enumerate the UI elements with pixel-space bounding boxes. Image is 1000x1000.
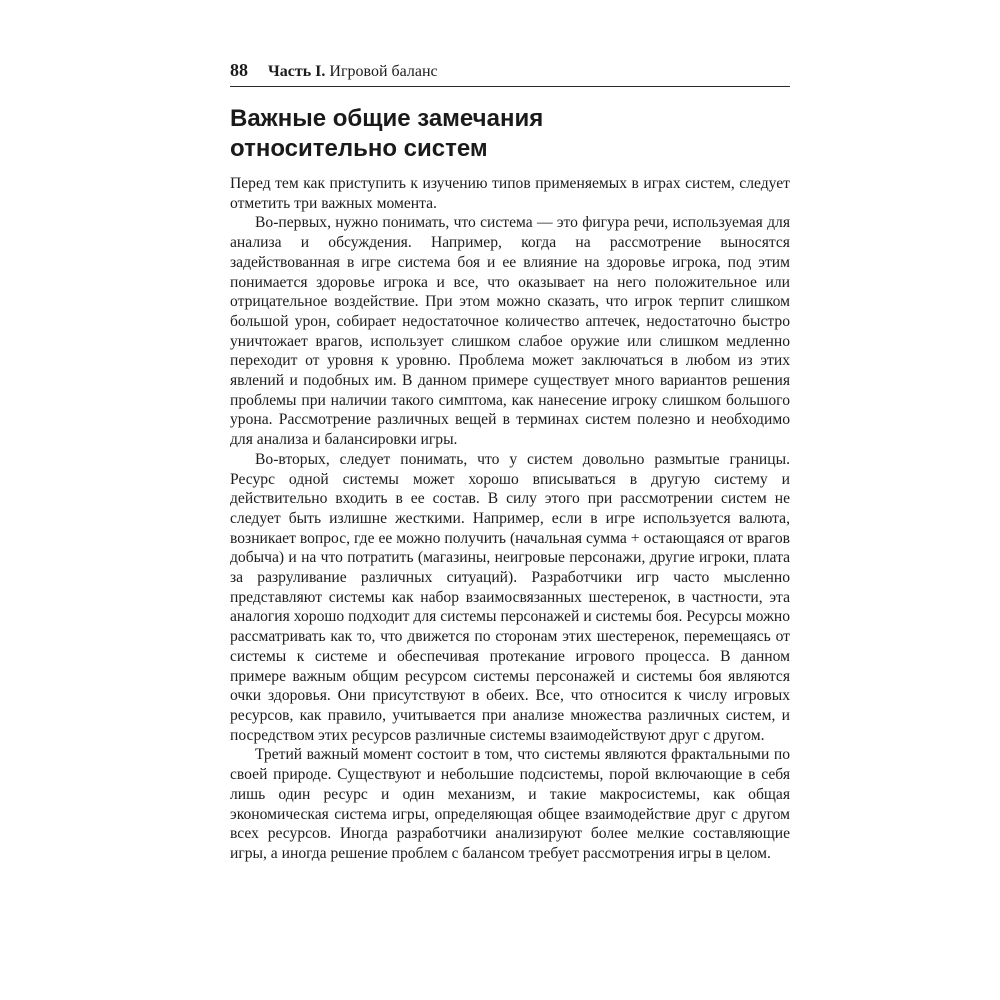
paragraph-first-point: Во-первых, нужно понимать, что система — это фигура речи, используемая для анализа и обсуждения. Например, когда на рассмотрение выносятся задействованная в игре система боя и ее влияние на здоровье игрока, под этим понимается здоровье игрока и все, что оказывает на него положительное или отрицательное воздействие. При этом можно сказать, что игрок терпит слишком большой урон, собирает недостаточное количество аптечек, недостаточно быстро уничтожает врагов, использует слишком слабое оружие или слишком медленно переходит от уровня к уровню. Проблема может заключаться в любом из этих явлений и подобных им. В данном примере существует много вариантов решения проблемы при наличии такого симптома, как нанесение игроку слишком большого урона. Рассмотрение различных вещей в терминах систем полезно и необходимо для анализа и балансировки игры. [230, 214, 790, 449]
header-rule [230, 86, 790, 87]
paragraph-third-point: Третий важный момент состоит в том, что системы являются фрактальными по своей природе. Существуют и небольшие подсистемы, порой включающие в себя лишь один ресурс и один механизм, и такие макросистемы, как общая экономическая система игры, определяющая общее взаимодействие друг с другом всех ресурсов. Иногда разработчики анализируют более мелкие составляющие игры, а иногда решение проблем с балансом требует рассмотрения игры в целом. [230, 746, 790, 862]
section-title-line-1: Важные общие замечания [230, 105, 544, 132]
page-number: 88 [230, 60, 248, 80]
paragraph-intro: Перед тем как приступить к изучению типов применяемых в играх систем, следует отметить три важных момента. [230, 175, 790, 212]
part-title: Игровой баланс [329, 63, 438, 80]
paragraph-second-point: Во-вторых, следует понимать, что у систем довольно размытые границы. Ресурс одной системы может хорошо вписываться в другую систему и действительно входить в ее состав. В силу этого при рассмотрении систем не следует быть излишне жесткими. Например, если в игре используется валюта, возникает вопрос, где ее можно получить (начальная сумма + остающаяся от врагов добыча) и на что потратить (магазины, неигровые персонажи, другие игроки, плата за разруливание различных ситуаций). Разработчики игр часто мысленно представляют системы как набор взаимосвязанных шестеренок, в частности, эта аналогия хорошо подходит для системы персонажей и системы боя. Ресурсы можно рассматривать как то, что движется по сторонам этих шестеренок, перемещаясь от системы к системе и обеспечивая протекание игрового процесса. В данном примере важным общим ресурсом системы персонажей и системы боя являются очки здоровья. Они присутствуют в обеих. Все, что относится к числу игровых ресурсов, как правило, учитывается при анализе множества различных систем, и посредством этих ресурсов различные системы взаимодействуют друг с другом. [230, 450, 790, 744]
part-label: Часть I. [268, 63, 326, 80]
body-text [230, 174, 790, 864]
section-title-line-2: относительно систем [230, 135, 488, 162]
section-title [230, 104, 790, 164]
running-header [230, 58, 790, 82]
